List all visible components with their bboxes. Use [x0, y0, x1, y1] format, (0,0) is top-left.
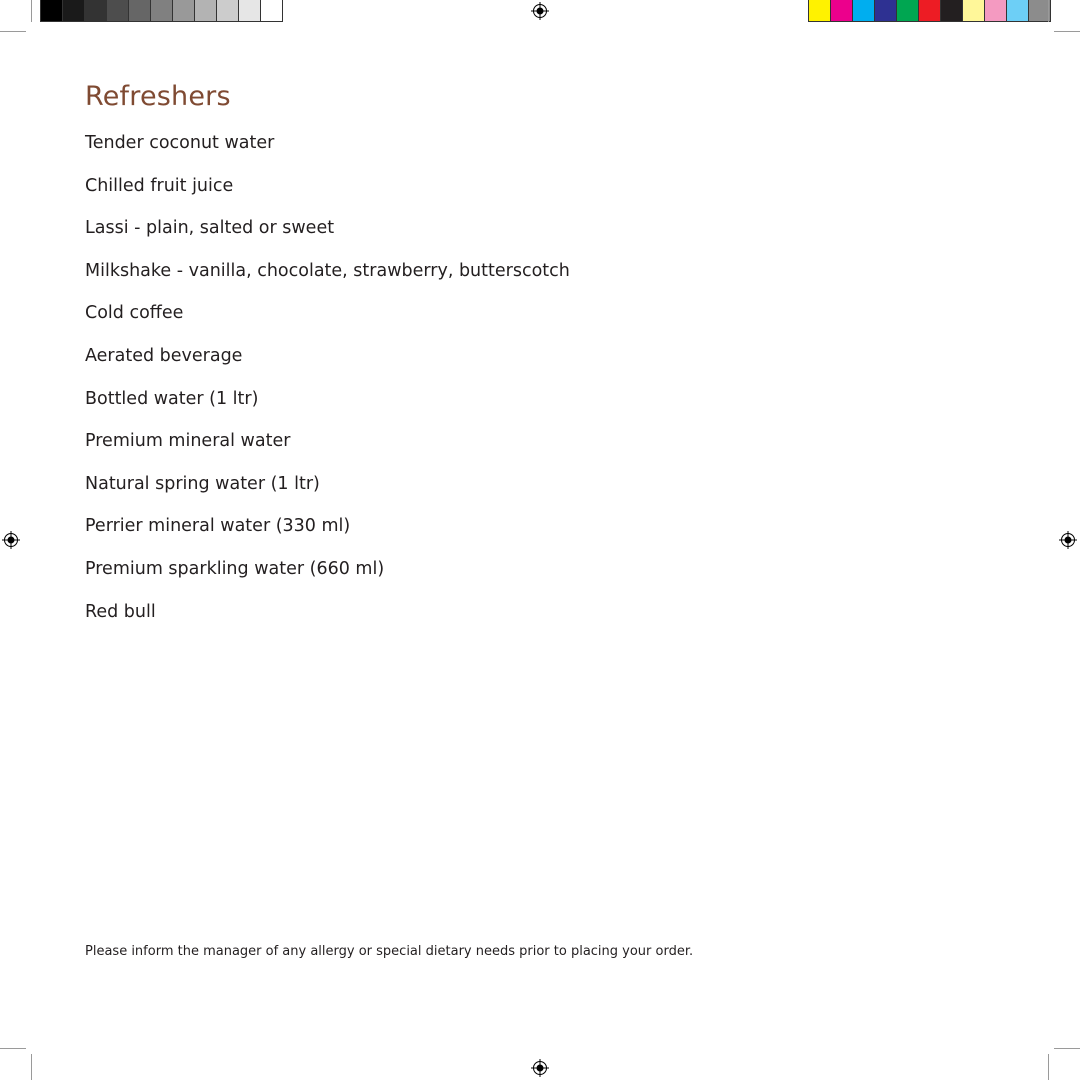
registration-mark-icon	[531, 1059, 549, 1077]
menu-item-chilled-fruit-juice: Chilled fruit juice	[85, 175, 234, 196]
grayscale-swatch-strip	[40, 0, 283, 22]
gray-swatch	[129, 0, 151, 21]
allergy-notice: Please inform the manager of any allergy or special dietary needs prior to placing your order.	[85, 944, 694, 959]
crop-mark	[31, 0, 32, 22]
color-swatch	[897, 0, 919, 21]
color-swatch	[809, 0, 831, 21]
gray-swatch	[151, 0, 173, 21]
color-swatch	[853, 0, 875, 21]
crop-mark	[1048, 0, 1049, 22]
menu-list	[85, 130, 570, 641]
registration-mark-icon	[1059, 531, 1077, 549]
color-swatch	[875, 0, 897, 21]
menu-item-premium-mineral-water: Premium mineral water	[85, 431, 291, 452]
gray-swatch	[195, 0, 217, 21]
menu-item-premium-sparkling-water: Premium sparkling water (660 ml)	[85, 558, 385, 579]
color-swatch	[831, 0, 853, 21]
crop-mark	[1054, 31, 1080, 32]
color-swatch	[963, 0, 985, 21]
menu-item-natural-spring-water: Natural spring water (1 ltr)	[85, 473, 320, 494]
section-title: Refreshers	[85, 81, 231, 112]
menu-item-cold-coffee: Cold coffee	[85, 303, 184, 324]
color-swatch	[1029, 0, 1050, 21]
color-swatch	[941, 0, 963, 21]
gray-swatch	[63, 0, 85, 21]
registration-mark-icon	[531, 2, 549, 20]
menu-item-milkshake: Milkshake - vanilla, chocolate, strawberry, butterscotch	[85, 260, 570, 281]
color-swatch	[1007, 0, 1029, 21]
crop-mark	[0, 1048, 26, 1049]
gray-swatch	[217, 0, 239, 21]
color-swatch	[919, 0, 941, 21]
menu-item-lassi: Lassi - plain, salted or sweet	[85, 218, 335, 239]
crop-mark	[1048, 1054, 1049, 1080]
gray-swatch	[107, 0, 129, 21]
registration-mark-icon	[2, 531, 20, 549]
color-swatch-strip	[808, 0, 1051, 22]
crop-mark	[1054, 1048, 1080, 1049]
gray-swatch	[41, 0, 63, 21]
crop-mark	[0, 31, 26, 32]
menu-item-red-bull: Red bull	[85, 601, 156, 622]
menu-item-tender-coconut-water: Tender coconut water	[85, 133, 275, 153]
gray-swatch	[239, 0, 261, 21]
crop-mark	[31, 1054, 32, 1080]
menu-item-perrier-mineral-water: Perrier mineral water (330 ml)	[85, 516, 351, 537]
menu-item-bottled-water: Bottled water (1 ltr)	[85, 388, 259, 409]
gray-swatch	[261, 0, 282, 21]
gray-swatch	[173, 0, 195, 21]
menu-item-aerated-beverage: Aerated beverage	[85, 345, 243, 366]
color-swatch	[985, 0, 1007, 21]
gray-swatch	[85, 0, 107, 21]
